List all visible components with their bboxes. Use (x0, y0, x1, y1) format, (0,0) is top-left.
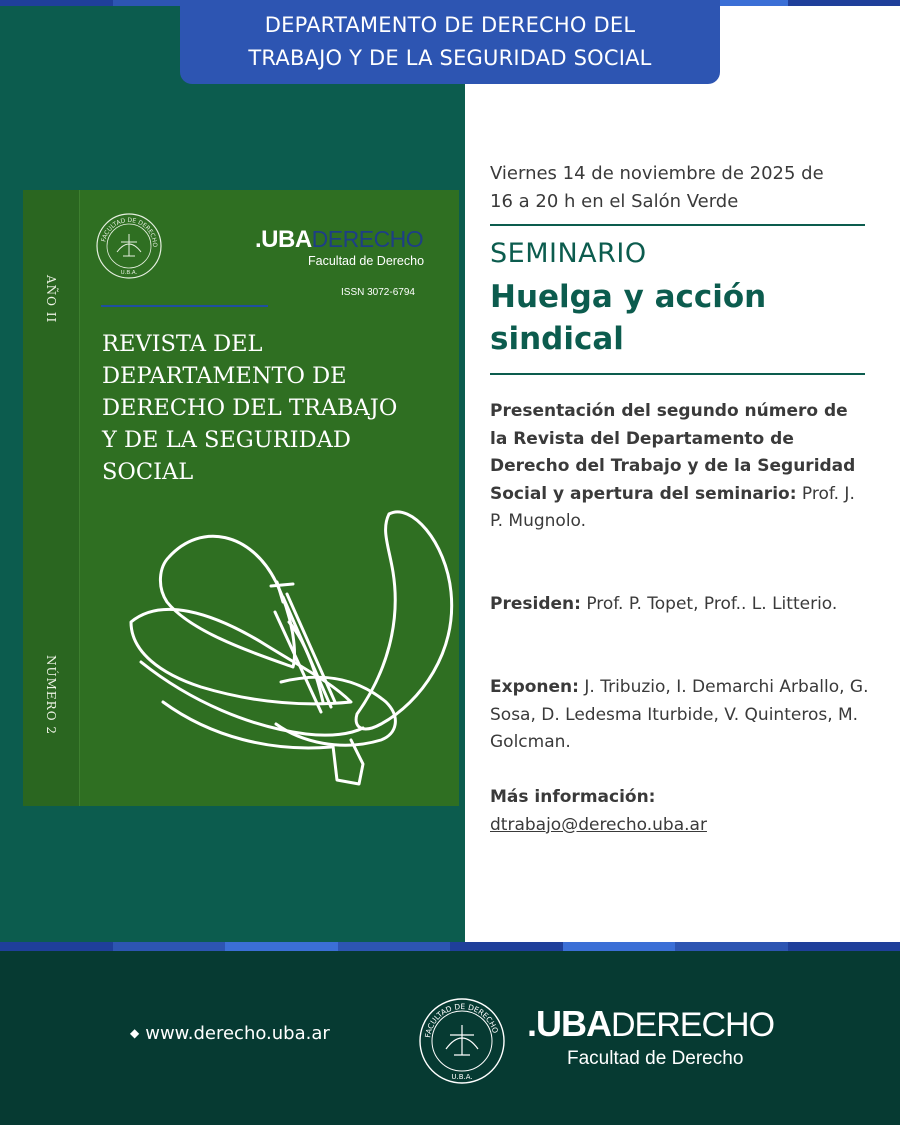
event-date (490, 160, 875, 216)
journal-cover (23, 190, 459, 806)
cover-uba-logo (255, 226, 423, 254)
footer-faculty: Facultad de Derecho (567, 1048, 744, 1069)
seal-text: FACULTAD DE DERECHO (100, 216, 159, 248)
bottom-color-stripe (0, 942, 900, 951)
cover-logo-derecho: DERECHO (311, 226, 424, 252)
presentation-label: Presentación del segundo número de la Revista del Departamento de Derecho del Trabajo y de la Seguridad Social y apertura del seminario: (490, 401, 856, 504)
seal-icon (418, 997, 506, 1085)
divider (490, 224, 865, 226)
cover-title (102, 328, 432, 488)
department-header (180, 0, 720, 84)
department-header-line1: DEPARTAMENTO DE DERECHO DEL (264, 13, 636, 37)
cover-faculty: Facultad de Derecho (308, 254, 425, 268)
svg-text:U.B.A.: U.B.A. (451, 1073, 473, 1081)
seminario-title-line1: Huelga y acción (490, 279, 767, 315)
exponen-paragraph (490, 674, 870, 757)
presentation-speaker: Prof. J. P. Mugnolo. (490, 483, 855, 531)
seal-icon (95, 212, 163, 280)
footer-logo-derecho: DERECHO (611, 1006, 775, 1044)
seminario-title-line2: sindical (490, 321, 624, 357)
event-date-line2: 16 a 20 h en el Salón Verde (490, 191, 739, 212)
seminario-label: SEMINARIO (490, 238, 647, 269)
cover-issn: ISSN 3072-6794 (341, 287, 415, 298)
footer-logo-uba: .UBA (527, 1003, 611, 1044)
footer (0, 951, 900, 1125)
diamond-icon: ◆ (130, 1026, 140, 1040)
cover-logo-uba: .UBA (255, 226, 312, 253)
footer-seal-text: FACULTAD DE DERECHO (423, 1001, 500, 1039)
info-label: Más información: (490, 787, 656, 807)
svg-text:U.B.A.: U.B.A. (120, 270, 138, 276)
cover-spine (23, 190, 80, 806)
presiden-paragraph (490, 591, 870, 619)
footer-uba-logo (527, 1003, 774, 1045)
divider (490, 373, 865, 375)
cover-title-line: DEPARTAMENTO DE (102, 363, 347, 389)
exponen-names: J. Tribuzio, I. Demarchi Arballo, G. Sosa, D. Ledesma Iturbide, V. Quinteros, M. Golcman. (490, 677, 869, 752)
presiden-names: Prof. P. Topet, Prof.. L. Litterio. (580, 594, 838, 614)
cover-title-line: REVISTA DEL (102, 331, 263, 357)
cover-title-line: DERECHO DEL TRABAJO (102, 395, 398, 421)
flower-illustration (101, 502, 461, 802)
presiden-label: Presiden: (490, 594, 581, 614)
website-text: www.derecho.uba.ar (145, 1023, 330, 1044)
cover-title-line: Y DE LA SEGURIDAD (102, 427, 351, 453)
website-link[interactable] (130, 1023, 330, 1044)
department-header-line2: TRABAJO Y DE LA SEGURIDAD SOCIAL (248, 46, 652, 70)
spine-number: NÚMERO 2 (44, 655, 58, 735)
cover-title-line: SOCIAL (102, 459, 194, 485)
cover-divider (101, 305, 268, 307)
event-date-line1: Viernes 14 de noviembre de 2025 de (490, 163, 824, 184)
spine-year: AÑO II (44, 275, 58, 324)
presentation-paragraph (490, 398, 870, 536)
info-block (490, 784, 870, 839)
email-link[interactable]: dtrabajo@derecho.uba.ar (490, 814, 707, 835)
seminario-title (490, 276, 870, 360)
exponen-label: Exponen: (490, 677, 579, 697)
